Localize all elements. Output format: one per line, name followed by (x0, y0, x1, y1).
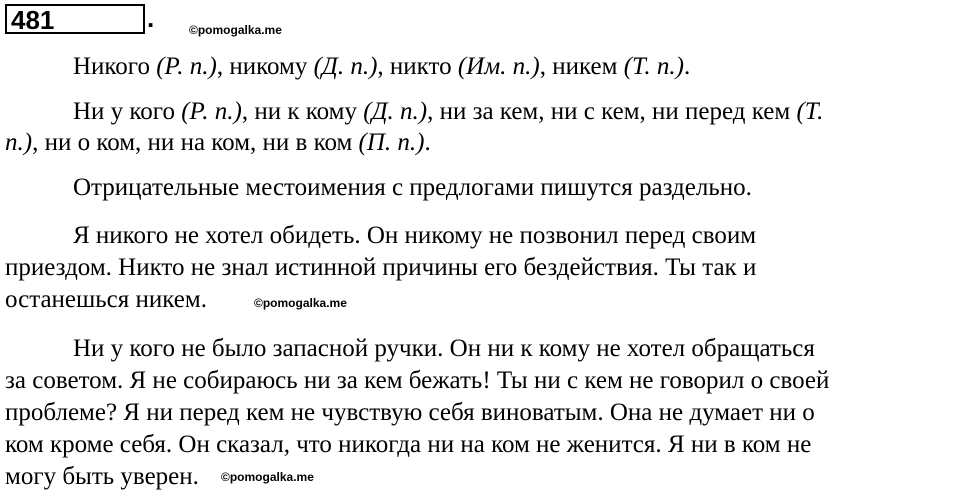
paragraph-4-line-1: Я никого не хотел обидеть. Он никому не позвонил перед своим (73, 222, 757, 249)
paragraph-5-line-2: за советом. Я не собираюсь ни за кем бежать! Ты ни с кем не говорил о своей (5, 367, 830, 394)
watermark-bottom: ©pomogalka.me (221, 470, 314, 484)
watermark-top: ©pomogalka.me (189, 23, 282, 37)
paragraph-4-line-3: останешься никем. (5, 286, 207, 313)
watermark-middle: ©pomogalka.me (254, 296, 347, 310)
paragraph-5-line-1: Ни у кого не было запасной ручки. Он ни к кому не хотел обращаться (73, 335, 815, 362)
exercise-number-box (5, 4, 145, 34)
paragraph-2-line-1: Ни у кого (Р. п.), ни к кому (Д. п.), ни за кем, ни с кем, ни перед кем (Т. (73, 98, 824, 125)
paragraph-2-line-2: п.), ни о ком, ни на ком, ни в ком (П. п.). (5, 129, 431, 156)
paragraph-5-line-3: проблеме? Я ни перед кем не чувствую себя виноватым. Она не думает ни о (5, 399, 815, 426)
exercise-number: 481 (11, 5, 55, 35)
paragraph-1-line-1: Никого (Р. п.), никому (Д. п.), никто (Им. п.), никем (Т. п.). (73, 53, 691, 80)
exercise-number-dot: . (147, 3, 155, 33)
paragraph-5-line-4: ком кроме себя. Он сказал, что никогда ни на ком не женится. Я ни в ком не (5, 431, 812, 458)
paragraph-4-line-2: приездом. Никто не знал истинной причины его бездействия. Ты так и (5, 254, 757, 281)
paragraph-5-line-5: могу быть уверен. (5, 463, 199, 490)
paragraph-3-line-1: Отрицательные местоимения с предлогами пишутся раздельно. (73, 174, 752, 201)
